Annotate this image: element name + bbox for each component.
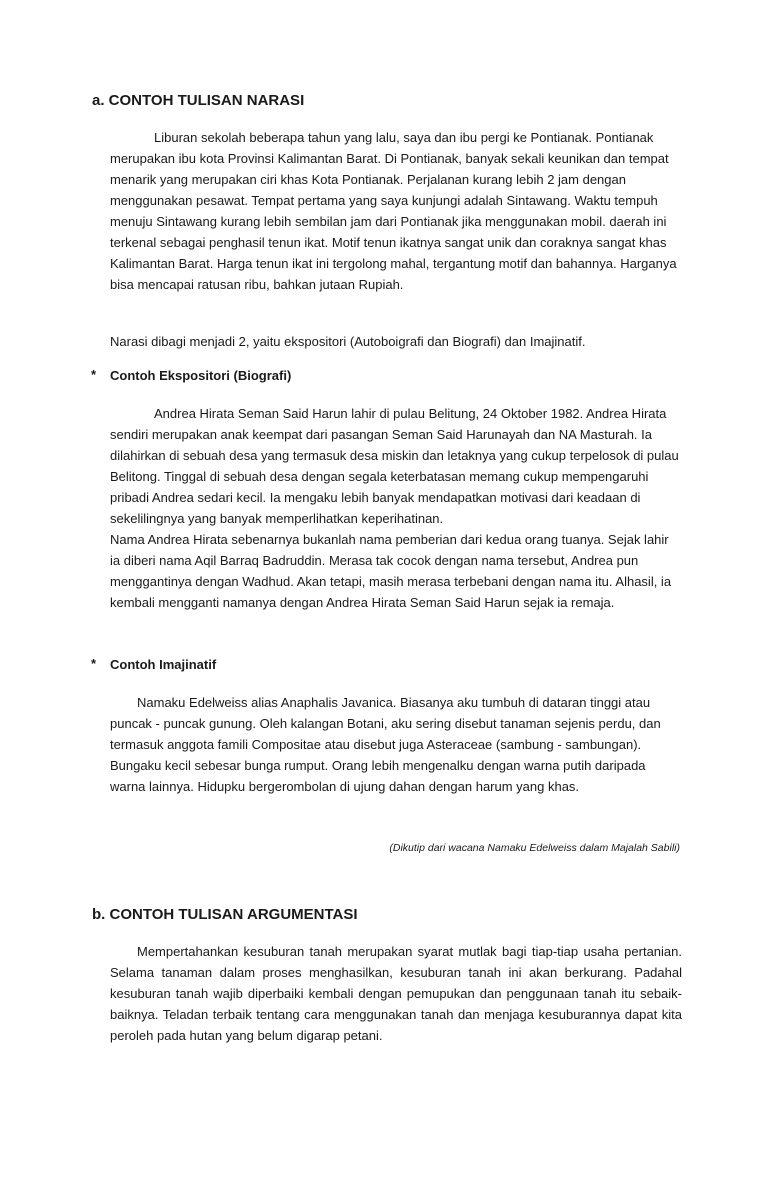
bullet-ekspositori: * — [91, 367, 97, 382]
ekspositori-paragraph-2: Nama Andrea Hirata sebenarnya bukanlah nama pemberian dari kedua orang tuanya. Sejak lahir ia diberi nama Aqil Barraq Badruddin. Merasa tak cocok dengan nama tersebut, Andrea pun menggantinya dengan Wadhud. Akan tetapi, masih merasa terbebani dengan nama itu. Alhasil, ia kembali mengganti namanya dengan Andrea Hirata Seman Said Harun sejak ia remaja. — [110, 532, 672, 610]
ekspositori-paragraph-1-text: Andrea Hirata Seman Said Harun lahir di pulau Belitung, 24 Oktober 1982. Andrea Hirata sendiri merupakan anak keempat dari pasangan Seman Said Harunayah dan NA Masturah. Ia dilahirkan di sebuah desa yang termasuk desa miskin dan letaknya yang cukup terpelosok di pulau Belitong. Tinggal di sebuah desa dengan segala keterbatasan memang cukup mempengaruhi pribadi Andrea sedari kecil. Ia mengaku lebih banyak mendapatkan motivasi dari keadaan di sekelilingnya yang banyak memperlihatkan keperihatinan. — [110, 406, 679, 526]
imajinatif-paragraph — [110, 692, 682, 797]
subheading-ekspositori: Contoh Ekspositori (Biografi) — [110, 368, 292, 383]
narasi-paragraph — [110, 127, 682, 295]
argumentasi-paragraph-text: Mempertahankan kesuburan tanah merupakan syarat mutlak bagi tiap-tiap usaha pertanian. Selama tanaman dalam proses menghasilkan, kesuburan tanah ini akan berkurang. Padahal kesuburan tanah wajib diperbaiki kembali dengan pemupukan dan penggunaan tanah itu sebaik-baiknya. Teladan terbaik tentang cara menggunakan tanah dan menjaga kesuburannya dapat kita peroleh pada hutan yang belum digarap petani. — [110, 944, 682, 1043]
narasi-paragraph-text: Liburan sekolah beberapa tahun yang lalu, saya dan ibu pergi ke Pontianak. Pontianak merupakan ibu kota Provinsi Kalimantan Barat. Di Pontianak, banyak sekali keunikan dan tempat menarik yang merupakan ciri khas Kota Pontianak. Perjalanan kurang lebih 2 jam dengan menggunakan pesawat. Tempat pertama yang saya kunjungi adalah Sintawang. Waktu tempuh menuju Sintawang kurang lebih sembilan jam dari Pontianak jika menggunakan mobil. daerah ini terkenal sebagai penghasil tenun ikat. Motif tenun ikatnya sangat unik dan coraknya sangat khas Kalimantan Barat. Harga tenun ikat ini tergolong mahal, tergantung motif dan bahannya. Harganya bisa mencapai ratusan ribu, bahkan jutaan Rupiah. — [110, 130, 677, 292]
argumentasi-paragraph — [110, 941, 682, 1046]
citation: (Dikutip dari wacana Namaku Edelweiss dalam Majalah Sabili) — [389, 842, 680, 854]
subheading-imajinatif: Contoh Imajinatif — [110, 657, 217, 672]
heading-argumentasi: b. CONTOH TULISAN ARGUMENTASI — [92, 906, 358, 923]
ekspositori-paragraph-1 — [110, 403, 682, 529]
heading-narasi: a. CONTOH TULISAN NARASI — [92, 92, 305, 109]
imajinatif-paragraph-text: Namaku Edelweiss alias Anaphalis Javanica. Biasanya aku tumbuh di dataran tinggi atau puncak - puncak gunung. Oleh kalangan Botani, aku sering disebut tanaman sejenis perdu, dan termasuk anggota famili Compositae atau disebut juga Asteraceae (sambung - sambungan). Bungaku kecil sebesar bunga rumput. Orang lebih mengenalku dengan warna putih daripada warna lainnya. Hidupku bergerombolan di ujung dahan dengan harum yang khas. — [110, 695, 661, 794]
narasi-note: Narasi dibagi menjadi 2, yaitu ekspositori (Autoboigrafi dan Biografi) dan Imajinatif. — [110, 334, 586, 349]
bullet-imajinatif: * — [91, 656, 97, 671]
